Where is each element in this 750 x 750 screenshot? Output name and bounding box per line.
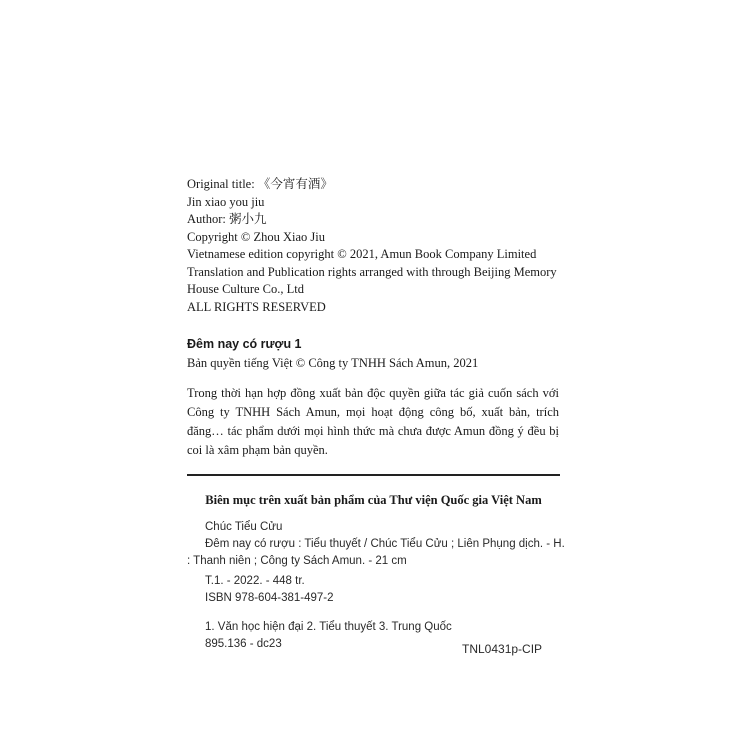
cip-heading: Biên mục trên xuất bản phẩm của Thư viện Quốc gia Việt Nam: [205, 493, 542, 507]
original-title-line: Original title: 《今宵有酒》: [187, 177, 333, 191]
vietnamese-edition-line: Vietnamese edition copyright © 2021, Amun Book Company Limited: [187, 247, 537, 261]
cip-classification: 895.136 - dc23: [205, 638, 282, 650]
cip-description-2: : Thanh niên ; Công ty Sách Amun. - 21 cm: [187, 555, 407, 567]
vietnamese-book-title: Đêm nay có rượu 1: [187, 337, 302, 351]
translation-rights-line-2: House Culture Co., Ltd: [187, 282, 305, 296]
cip-code: TNL0431p-CIP: [462, 642, 543, 656]
copyright-notice: Trong thời hạn hợp đồng xuất bản độc quyền giữa tác giả cuốn sách với Công ty TNHH Sách Amun, mọi hoạt động công bố, xuất bản, trích đăng… tác phẩm dưới mọi hình thức mà chưa được Amun đồng ý đều bị coi là xâm phạm bản quyền.: [187, 386, 559, 457]
cip-volume: T.1. - 2022. - 448 tr.: [205, 575, 305, 587]
original-title-pinyin: Jin xiao you jiu: [187, 194, 265, 209]
cip-isbn: ISBN 978-604-381-497-2: [205, 592, 334, 604]
vietnamese-copyright: Bản quyền tiếng Việt © Công ty TNHH Sách Amun, 2021: [187, 356, 479, 370]
cip-description-1: Đêm nay có rượu : Tiểu thuyết / Chúc Tiểu Cửu ; Liên Phụng dịch. - H.: [205, 538, 565, 550]
divider: [187, 474, 560, 476]
cip-subjects: 1. Văn học hiện đại 2. Tiểu thuyết 3. Trung Quốc: [205, 621, 452, 633]
translation-rights-line: Translation and Publication rights arranged with through Beijing Memory: [187, 264, 557, 279]
original-rights-block: [187, 176, 567, 316]
cip-author: Chúc Tiểu Cửu: [205, 521, 283, 533]
copyright-line: Copyright © Zhou Xiao Jiu: [187, 229, 325, 244]
all-rights-reserved: ALL RIGHTS RESERVED: [187, 299, 326, 314]
author-line: Author: 粥小九: [187, 212, 267, 226]
